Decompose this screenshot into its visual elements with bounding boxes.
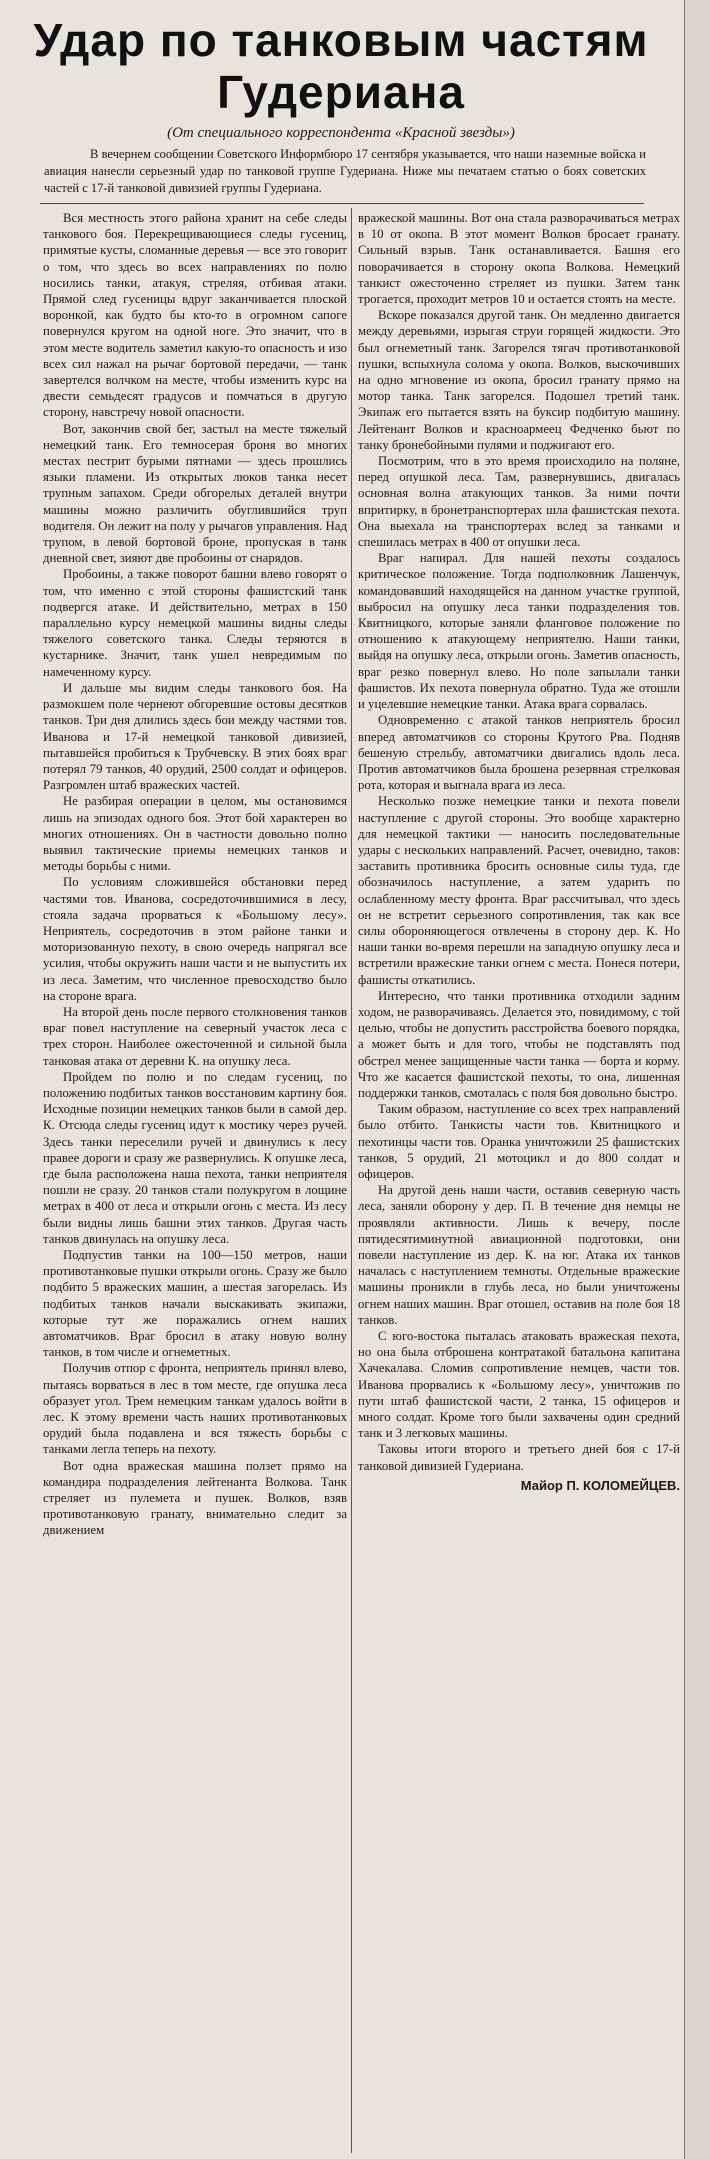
- headline-line-1: Удар по танковым частям: [33, 14, 649, 66]
- paragraph: С юго-востока пыталась атаковать вражеская пехота, но она была отброшена контратакой батальона капитана Хачекалава. Сломив сопротивление немцев, части тов. Иванова прорвались к «Большому лесу», уничтожив по пути штаб фашистской части, 2 танка, 15 офицеров и много солдат. Кроме того были захвачены один средний танк и 3 легковых машины.: [358, 1329, 680, 1441]
- paragraph: вражеской машины. Вот она стала разворачиваться метрах в 10 от окопа. В этот момент Волков бросает гранату. Сильный взрыв. Танк останавливается. Башня его поворачивается в сторону окопа Волкова. Немецкий танкист ожесточенно стреляет из пушки. Затем танк трогается, проходит метров 10 и остается стоять на месте.: [358, 211, 680, 307]
- author-signature: Майор П. КОЛОМЕЙЦЕВ.: [520, 1477, 680, 1493]
- paragraph: Враг напирал. Для нашей пехоты создалось критическое положение. Тогда подполковник Лашенчук, командовавший находящейся на данном участке группой, выбросил на опушку леса танки подразделения тов. Квитницкого, которые заняли фланговое положение по отношению к атакующему неприятелю. Наши танки, выйдя на опушку леса, открыли огонь. Заметив опасность, враг резко повернул влево. Но поле запылали танки фашистов. Их пехота повернула обратно. Туда же отошли и уцелевшие немецкие танки. Атака врага сорвалась.: [358, 551, 680, 712]
- paragraph: Подпустив танки на 100—150 метров, наши противотанковые пушки открыли огонь. Сразу же было подбито 5 вражеских машин, а шестая загорелась. Из подбитых танков начали выскакивать экипажи, которые тут же поражались огнем наших автоматчиков. Враг бросил в атаку новую волну танков, в том числе и огнеметных.: [43, 1248, 347, 1360]
- paragraph: Пройдем по полю и по следам гусениц, по положению подбитых танков восстановим картину боя. Исходные позиции немецких танков были в самой дер. К. Отсюда следы гусениц идут к мостику через ручей. Здесь танки переселили ручей и двинулись к лесу правее дороги и сразу же развернулись. К опушке леса, где была расположена наша пехота, танки неприятеля пошли не сразу. 20 танков стали полукругом в лощине метрах в 400 от леса и открыли огонь с места. Из лесу были видны лишь башни этих танков. Другая часть танков двинулась на опушку леса.: [43, 1069, 347, 1246]
- paragraph: Интересно, что танки противника отходили задним ходом, не разворачиваясь. Делается это, повидимому, с той целью, чтобы не допустить расстройства боевого порядка, а может быть и для того, чтобы не подставлять под обстрел менее защищенные части танка — борта и корму. Что же касается фашистской пехоты, то она, лишенная поддержки танков, смоталась с поля боя довольно быстро.: [358, 988, 680, 1100]
- article-intro: В вечернем сообщении Советского Информбюро 17 сентября указывается, что наши наземные войска и авиация нанесли серьезный удар по танковой группе Гудериана. Ниже мы печатаем статью о боях советских частей с 17-й танковой дивизией группы Гудериана.: [44, 147, 646, 195]
- paragraph: На второй день после первого столкновения танков враг повел наступление на северный участок леса с трех сторон. Наиболее ожесточенной и сильной была танковая атака от деревни К. на опушку леса.: [43, 1004, 347, 1068]
- paragraph: Вот, закончив свой бег, застыл на месте тяжелый немецкий танк. Его темносерая броня во многих местах пестрит бурыми пятнами — здесь прошлись языки пламени. Из открытых люков танка несет трупным запахом. Среди обгорелых деталей внутри машины можно различить обуглившийся труп водителя. Он лежит на полу у рычагов управления. Над трупом, в левой бортовой броне, пропуская в танк дневной свет, зияют две пробоины от снарядов.: [43, 421, 347, 566]
- paragraph: Пробоины, а также поворот башни влево говорят о том, что именно с этой стороны фашистский танк подвергся атаке. И действительно, метрах в 150 параллельно курсу немецкой машины видны следы тяжелого советского танка. Следы теряются в кустарнике. Значит, танк ушел невредимым по намеченному курсу.: [43, 567, 347, 679]
- paragraph: На другой день наши части, оставив северную часть леса, заняли оборону у дер. П. В течение дня немцы не проявляли активности. Лишь к вечеру, после пятидесятиминутной авиационной подготовки, они повели наступление из дер. К. на юг. Атака их танков началась с наступлением темноты. Отдельные вражеские машины проникли в глубь леса, но были уничтожены огнем наших машин. Враг отошел, оставив на поле боя 18 танков.: [358, 1183, 680, 1327]
- intro-divider: [40, 203, 644, 204]
- article-subtitle: (От специального корреспондента «Красной звезды»): [167, 125, 515, 141]
- adjacent-column-edge: [684, 0, 710, 2159]
- paragraph: Посмотрим, что в это время происходило на поляне, перед опушкой леса. Там, развернувшись, двигалась основная волна атакующих танков. За ними почти впритирку, в бронетранспортерах шла фашистская пехота. Она выехала на транспортерах вслед за танками и спешилась метрах в 400 от опушки леса.: [358, 454, 680, 550]
- paragraph: Не разбирая операции в целом, мы остановимся лишь на эпизодах одного боя. Этот бой характерен во многих отношениях. Он в частности довольно полно выявил тактические приемы немецких танков и методы борьбы с ними.: [43, 794, 347, 874]
- paragraph: Одновременно с атакой танков неприятель бросил вперед автоматчиков со стороны Крутого Рва. Подняв бешеную стрельбу, автоматчики двигались вдоль леса. Против автоматчиков была брошена резервная стрелковая рота, которая и выгнала врага из леса.: [358, 713, 680, 793]
- paragraph: Таким образом, наступление со всех трех направлений было отбито. Танкисты части тов. Квитницкого и пехотинцы части тов. Оранка уничтожили 25 фашистских танков, 5 орудий, 21 мотоцикл и до 800 солдат и офицеров.: [358, 1102, 680, 1181]
- edge-divider: [684, 0, 685, 2159]
- paragraph: Таковы итоги второго и третьего дней боя с 17-й танковой дивизией Гудериана.: [358, 1442, 680, 1473]
- column-divider: [351, 208, 352, 2153]
- paragraph: По условиям сложившейся обстановки перед частями тов. Иванова, сосредоточившимися в лесу, стояла задача прорваться к «Большому лесу». Неприятель, сосредоточив в этом районе танки и моторизованную пехоту, в свою очередь напрягал все усилия, чтобы окружить наши части и не выпустить их из леса. Заметим, что численное превосходство было на стороне врага.: [43, 875, 347, 1003]
- paragraph: И дальше мы видим следы танкового боя. На размокшем поле чернеют обгоревшие остовы десятков танков. Три дня длились здесь бои между частями тов. Иванова и 17-й немецкой танковой дивизией, пытавшейся пробиться к Трубчевску. В этих боях враг потерял 79 танков, 40 орудий, 2500 солдат и офицеров. Разгромлен штаб вражеских частей.: [43, 680, 347, 793]
- article-column-1: [43, 210, 347, 1539]
- article-column-2: [358, 210, 680, 1494]
- headline-line-2: Гудериана: [217, 66, 465, 118]
- paragraph: Несколько позже немецкие танки и пехота повели наступление с другой стороны. Это вообще характерно для немецкой тактики — наносить последовательные удары с нескольких направлений. Расчет, очевидно, таков: заставить противника бросить основные силы туда, где обозначилось наступление, а затем ударить по ослабленному месту фронта. Враг рассчитывал, что здесь он не встретит серьезного сопротивления, так как все силы обороняющегося отвлечены в сторону дер. К. Но наши танки во-время перешли на западную опушку леса и встретили вражеские танки огнем с места. Понеся потери, фашисты откатились.: [358, 794, 680, 987]
- paragraph: Вся местность этого района хранит на себе следы танкового боя. Перекрещивающиеся следы гусениц, примятые кусты, сломанные деревья — все это говорит о том, что здесь во всех направлениях по полю носились танки, атакуя, стреляя, отбивая атаки. Прямой след гусеницы вдруг заканчивается плоской воронкой, как будто бы кто-то в огромном сапоге повернулся кругом на одной ноге. Это значит, что в этом месте водитель заметил какую-то опасность и изо всех сил нажал на рычаг бортовой передачи, — танк завертелся волчком на месте, чтобы изменить курс на двести семьдесят градусов и помчаться в другую сторону, навстречу новой опасности.: [43, 211, 347, 420]
- paragraph: Вскоре показался другой танк. Он медленно двигается между деревьями, изрыгая струи горящей жидкости. Это был огнеметный танк. Загорелся тягач противотанковой пушки, вспыхнула солома у окопа. Волков, выскочивших на одно мгновение из окопа, бросил гранату прямо на мотор танка. Танк загорелся. Подошел третий танк. Экипаж его пытается взять на буксир подбитую машину. Лейтенант Волков и красноармеец Федченко бьют по танку бронебойными пулями и поджигают его.: [358, 308, 680, 452]
- paragraph: Получив отпор с фронта, неприятель принял влево, пытаясь ворваться в лес в том месте, где опушка леса образует угол. Трем немецким танкам удалось войти в лес. К этому времени часть наших противотанковых орудий была подавлена и вся тяжесть борьбы с танками легла теперь на пехоту.: [43, 1361, 347, 1457]
- paragraph: Вот одна вражеская машина ползет прямо на командира подразделения лейтенанта Волкова. Танк стреляет из пулемета и пушек. Волков, взяв противотанковую гранату, внимательно следит за движением: [43, 1458, 347, 1538]
